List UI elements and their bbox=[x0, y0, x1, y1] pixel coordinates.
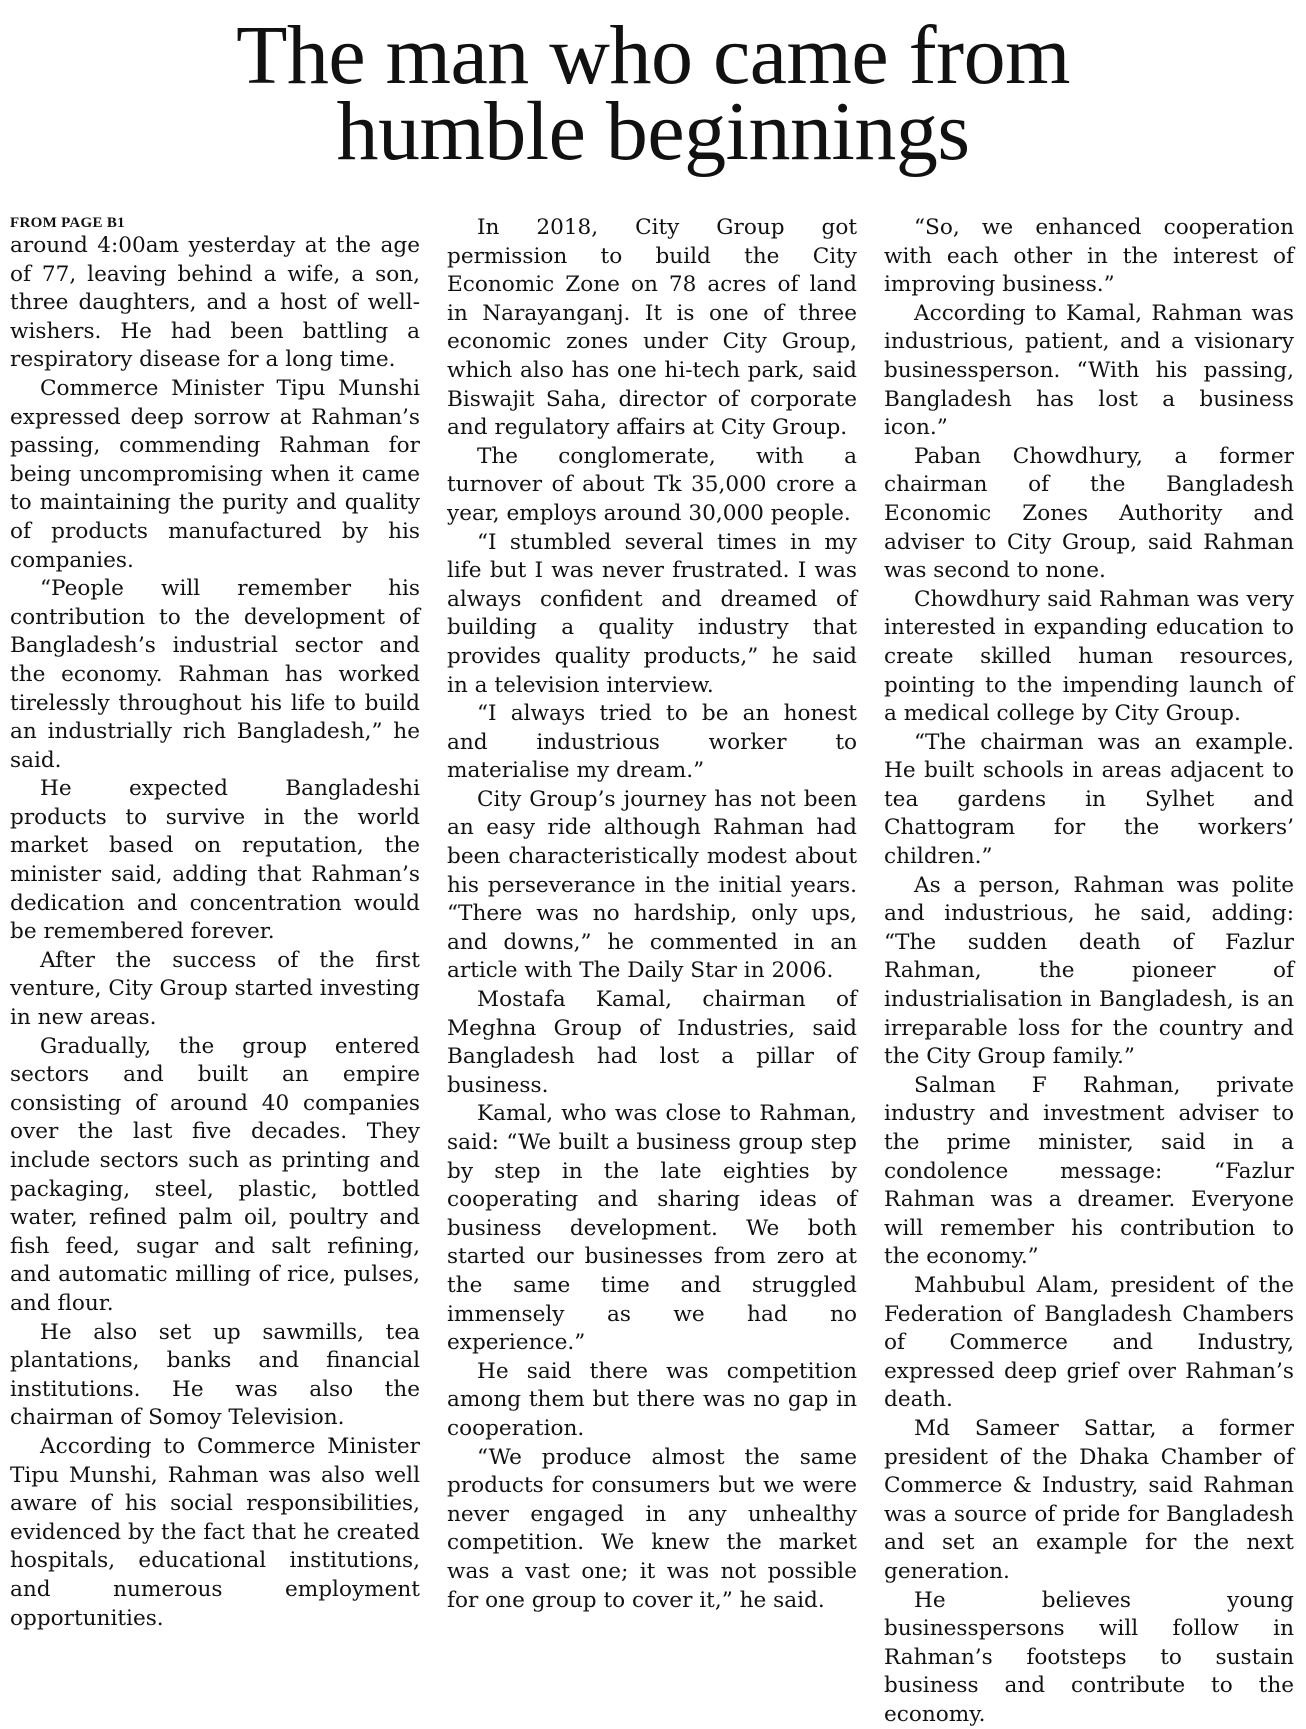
paragraph: After the success of the first venture, City Group started investing in new areas. bbox=[10, 947, 420, 1033]
paragraph: “We produce almost the same products for consumers but we were never engaged in any unhealthy competition. We knew the market was a vast one; it was not possible for one group to cover it,” he said. bbox=[447, 1444, 857, 1616]
paragraph: “I always tried to be an honest and industrious worker to materialise my dream.” bbox=[447, 700, 857, 786]
paragraph: Gradually, the group entered sectors and built an empire consisting of around 40 companies over the last five decades. They include sectors such as printing and packaging, steel, plastic, bottled water, refined palm oil, poultry and fish feed, sugar and salt refining, and automatic milling of rice, pulses, and flour. bbox=[10, 1033, 420, 1319]
paragraph: He believes young businesspersons will follow in Rahman’s footsteps to sustain business and contribute to the economy. bbox=[884, 1587, 1294, 1729]
article-column-1 bbox=[10, 214, 420, 1633]
paragraph: He expected Bangladeshi products to survive in the world market based on reputation, the minister said, adding that Rahman’s dedication and concentration would be remembered forever. bbox=[10, 775, 420, 947]
paragraph: Mahbubul Alam, president of the Federation of Bangladesh Chambers of Commerce and Industry, expressed deep grief over Rahman’s death. bbox=[884, 1272, 1294, 1415]
paragraph: “People will remember his contribution to the development of Bangladesh’s industrial sector and the economy. Rahman has worked tirelessly throughout his life to build an industrially rich Bangladesh,” he said. bbox=[10, 575, 420, 775]
paragraph: City Group’s journey has not been an easy ride although Rahman had been characteristically modest about his perseverance in the initial years. “There was no hardship, only ups, and downs,” he commented in an article with The Daily Star in 2006. bbox=[447, 786, 857, 986]
paragraph: According to Kamal, Rahman was industrious, patient, and a visionary businessperson. “With his passing, Bangladesh has lost a business icon.” bbox=[884, 300, 1294, 443]
article-column-2 bbox=[447, 214, 857, 1615]
paragraph: “The chairman was an example. He built schools in areas adjacent to tea gardens in Sylhet and Chattogram for the workers’ children.” bbox=[884, 729, 1294, 872]
headline bbox=[0, 18, 1306, 170]
paragraph: Kamal, who was close to Rahman, said: “We built a business group step by step in the late eighties by cooperating and sharing ideas of business development. We both started our businesses from zero at the same time and struggled immensely as we had no experience.” bbox=[447, 1100, 857, 1357]
jump-label: FROM PAGE B1 bbox=[10, 214, 420, 232]
paragraph: around 4:00am yesterday at the age of 77, leaving behind a wife, a son, three daughters, and a host of well-wishers. He had been battling a respiratory disease for a long time. bbox=[10, 232, 420, 375]
headline-line-2: humble beginnings bbox=[336, 85, 969, 178]
paragraph: Paban Chowdhury, a former chairman of the Bangladesh Economic Zones Authority and adviser to City Group, said Rahman was second to none. bbox=[884, 443, 1294, 586]
paragraph: Commerce Minister Tipu Munshi expressed deep sorrow at Rahman’s passing, commending Rahman for being uncompromising when it came to maintaining the purity and quality of products manufactured by his companies. bbox=[10, 375, 420, 575]
paragraph: He said there was competition among them but there was no gap in cooperation. bbox=[447, 1358, 857, 1444]
paragraph: Salman F Rahman, private industry and investment adviser to the prime minister, said in a condolence message: “Fazlur Rahman was a dreamer. Everyone will remember his contribution to the economy.” bbox=[884, 1072, 1294, 1272]
article-column-3 bbox=[884, 214, 1294, 1729]
paragraph: Md Sameer Sattar, a former president of the Dhaka Chamber of Commerce & Industry, said Rahman was a source of pride for Bangladesh and set an example for the next generation. bbox=[884, 1415, 1294, 1587]
paragraph: In 2018, City Group got permission to build the City Economic Zone on 78 acres of land in Narayanganj. It is one of three economic zones under City Group, which also has one hi-tech park, said Biswajit Saha, director of corporate and regulatory affairs at City Group. bbox=[447, 214, 857, 443]
headline-line-1: The man who came from bbox=[236, 9, 1070, 102]
paragraph: “I stumbled several times in my life but I was never frustrated. I was always confident and dreamed of building a quality industry that provides quality products,” he said in a television interview. bbox=[447, 529, 857, 701]
paragraph: The conglomerate, with a turnover of about Tk 35,000 crore a year, employs around 30,000 people. bbox=[447, 443, 857, 529]
paragraph: “So, we enhanced cooperation with each other in the interest of improving business.” bbox=[884, 214, 1294, 300]
paragraph: As a person, Rahman was polite and industrious, he said, adding: “The sudden death of Fazlur Rahman, the pioneer of industrialisation in Bangladesh, is an irreparable loss for the country and the City Group family.” bbox=[884, 872, 1294, 1072]
paragraph: Chowdhury said Rahman was very interested in expanding education to create skilled human resources, pointing to the impending launch of a medical college by City Group. bbox=[884, 586, 1294, 729]
paragraph: Mostafa Kamal, chairman of Meghna Group of Industries, said Bangladesh had lost a pillar of business. bbox=[447, 986, 857, 1100]
paragraph: He also set up sawmills, tea plantations, banks and financial institutions. He was also the chairman of Somoy Television. bbox=[10, 1319, 420, 1433]
paragraph: According to Commerce Minister Tipu Munshi, Rahman was also well aware of his social responsibilities, evidenced by the fact that he created hospitals, educational institutions, and numerous employment opportunities. bbox=[10, 1433, 420, 1633]
